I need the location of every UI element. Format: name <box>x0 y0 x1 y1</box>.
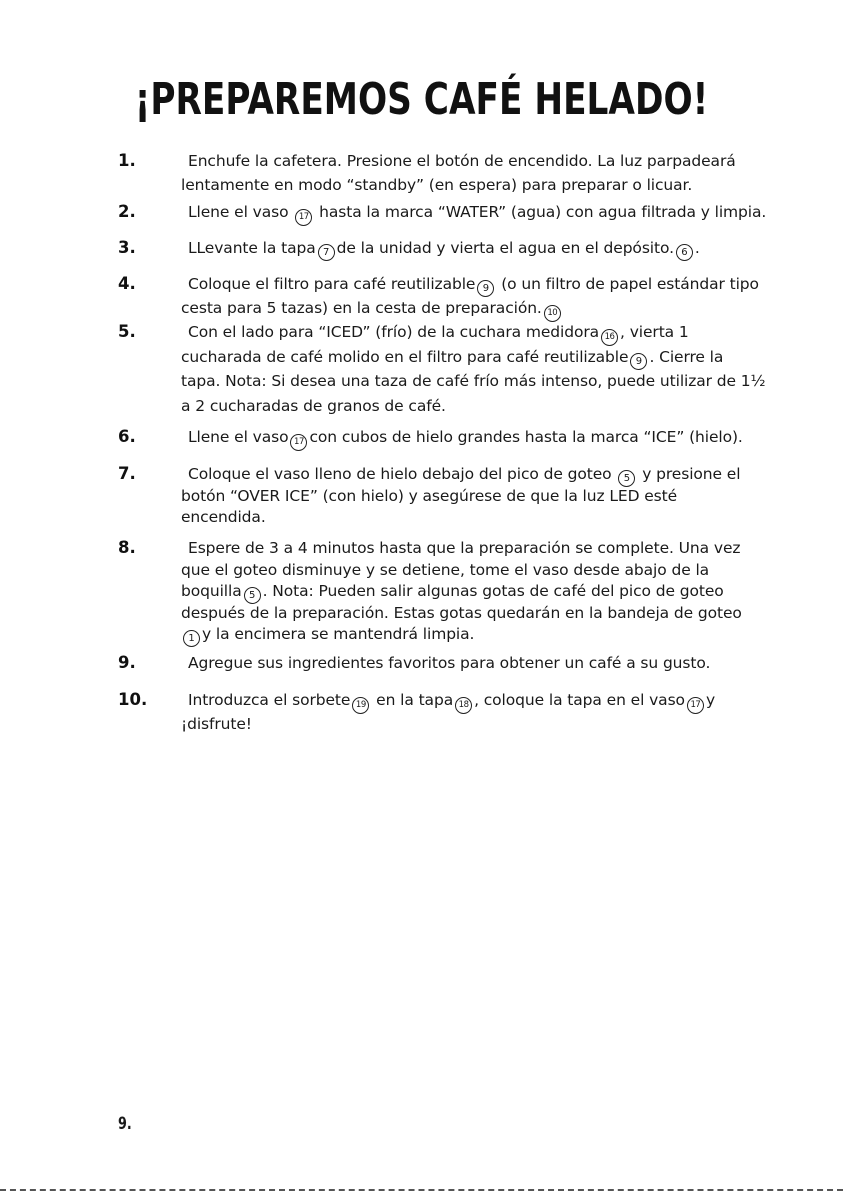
step-number: 4. <box>118 274 136 293</box>
step-text: Llene el vaso <box>188 203 294 221</box>
step-text-line <box>188 201 766 226</box>
step-text-line <box>181 297 563 322</box>
step-text: , vierta 1 <box>620 323 689 341</box>
step-number: 3. <box>118 238 136 257</box>
step-text: Enchufe la cafetera. Presione el botón de encendido. La luz parpadeará <box>188 152 736 170</box>
step-text-line <box>181 346 723 370</box>
step-text: cucharada de café molido en el filtro para café reutilizable <box>181 347 629 366</box>
step-text-line <box>188 463 740 487</box>
step-number: 10. <box>118 690 148 709</box>
step-text: Llene el vaso <box>188 428 289 446</box>
step-text: que el goteo disminuye y se detiene, tome el vaso desde abajo de la <box>181 560 710 579</box>
step-text: , coloque la tapa en el vaso <box>474 691 685 709</box>
step-text: de la unidad y vierta el agua en el depósito. <box>336 239 674 257</box>
step-number: 8. <box>118 538 136 557</box>
step-text: y la encimera se mantendrá limpia. <box>202 625 475 643</box>
step-number: 2. <box>118 202 136 221</box>
step-text-line <box>188 426 743 451</box>
step-text: . Cierre la <box>649 347 724 366</box>
step-text: . <box>694 239 700 257</box>
step-text-line <box>181 559 709 581</box>
step-text-line <box>188 537 740 559</box>
part-reference-badge: 17 <box>687 697 704 714</box>
part-reference-badge: 5 <box>618 470 635 487</box>
part-reference-badge: 5 <box>244 587 261 604</box>
step-text: ¡disfrute! <box>181 715 252 733</box>
step-text-line <box>181 395 446 417</box>
part-reference-badge: 17 <box>295 209 312 226</box>
step-text-line <box>188 652 710 674</box>
step-text: botón “OVER ICE” (con hielo) y asegúrese de que la luz LED esté <box>181 486 678 505</box>
step-text: lentamente en modo “standby” (en espera) para preparar o licuar. <box>181 176 693 194</box>
step-text: después de la preparación. Estas gotas quedarán en la bandeja de goteo <box>181 603 742 622</box>
step-text-line <box>181 485 677 507</box>
page-number: 9. <box>118 1114 132 1134</box>
step-text-line <box>181 623 474 647</box>
step-text-line <box>181 580 724 604</box>
part-reference-badge: 9 <box>630 353 647 370</box>
step-text: (o un filtro de papel estándar tipo <box>496 275 759 293</box>
step-text-line <box>181 602 742 624</box>
step-number: 6. <box>118 427 136 446</box>
step-number: 9. <box>118 653 136 672</box>
step-text-line <box>188 237 700 261</box>
step-text: Con el lado para “ICED” (frío) de la cuchara medidora <box>188 323 600 341</box>
step-text: con cubos de hielo grandes hasta la marca “ICE” (hielo). <box>309 428 743 446</box>
step-text-line <box>188 689 715 714</box>
step-text: Coloque el vaso lleno de hielo debajo del pico de goteo <box>188 465 617 483</box>
step-number: 5. <box>118 322 136 341</box>
step-text-line <box>181 506 266 528</box>
step-text: encendida. <box>181 508 266 526</box>
bottom-divider <box>0 1189 843 1191</box>
part-reference-badge: 16 <box>601 329 618 346</box>
step-number: 1. <box>118 151 136 170</box>
step-number: 7. <box>118 464 136 483</box>
step-text: cesta para 5 tazas) en la cesta de preparación. <box>181 299 542 317</box>
step-text-line <box>188 273 759 297</box>
part-reference-badge: 17 <box>290 434 307 451</box>
step-text: tapa. Nota: Si desea una taza de café frío más intenso, puede utilizar de 1½ <box>181 372 766 390</box>
part-reference-badge: 6 <box>676 244 693 261</box>
step-text: LLevante la tapa <box>188 239 316 257</box>
step-text: Introduzca el sorbete <box>188 691 351 709</box>
part-reference-badge: 19 <box>352 697 369 714</box>
page-title: ¡PREPAREMOS CAFÉ HELADO! <box>134 74 709 125</box>
step-text: Agregue sus ingredientes favoritos para obtener un café a su gusto. <box>188 654 711 672</box>
part-reference-badge: 18 <box>455 697 472 714</box>
step-text: a 2 cucharadas de granos de café. <box>181 396 446 415</box>
part-reference-badge: 1 <box>183 630 200 647</box>
step-text: y presione el <box>637 465 741 483</box>
part-reference-badge: 10 <box>544 305 561 322</box>
step-text: y <box>705 691 716 709</box>
step-text: Coloque el filtro para café reutilizable <box>188 275 476 293</box>
step-text: en la tapa <box>371 691 454 709</box>
step-text-line <box>181 370 765 392</box>
part-reference-badge: 7 <box>318 244 335 261</box>
step-text-line <box>181 174 692 196</box>
step-text: hasta la marca “WATER” (agua) con agua filtrada y limpia. <box>314 203 767 221</box>
step-text: . Nota: Pueden salir algunas gotas de café del pico de goteo <box>262 582 724 600</box>
step-text-line <box>181 713 252 735</box>
step-text: Espere de 3 a 4 minutos hasta que la preparación se complete. Una vez <box>188 539 741 557</box>
part-reference-badge: 9 <box>477 280 494 297</box>
step-text-line <box>188 150 736 172</box>
step-text: boquilla <box>181 582 242 600</box>
step-text-line <box>188 321 689 346</box>
